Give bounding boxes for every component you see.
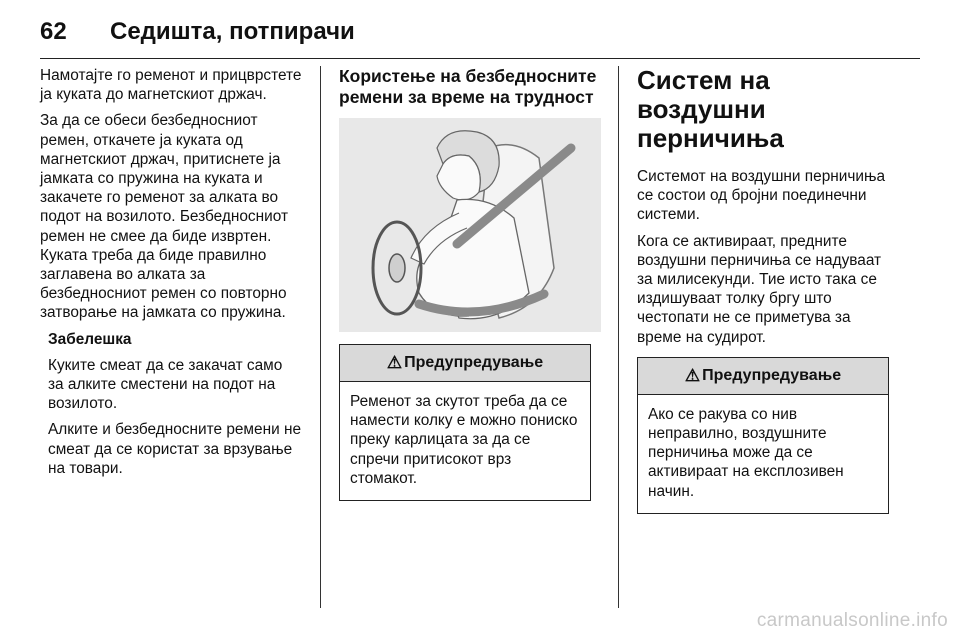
note-block: [40, 330, 302, 478]
column-divider-left: [320, 66, 321, 608]
paragraph: Намотајте го ременот и прицврстете ја куката до магнетскиот држач.: [40, 67, 302, 104]
page-header: [40, 10, 355, 54]
chapter-heading: Систем на воздушни перничиња: [637, 65, 784, 153]
pregnant-driver-seatbelt-illustration: [339, 118, 601, 332]
warning-text: Ако се ракува со нив неправилно, воздушните перничиња може да се активираат на експлозивен начин.: [648, 405, 844, 500]
warning-text: Ременот за скутот треба да се намести колку е можно пониско преку карлицата за да се спречи притисокот врз стомакот.: [350, 393, 578, 487]
header-rule: [40, 58, 920, 59]
warning-box: [637, 357, 889, 514]
page-number: 62: [40, 18, 67, 45]
note-paragraph: Куките смеат да се закачат само за алките сместени на подот на возилото.: [48, 356, 283, 413]
warning-header: [638, 358, 888, 395]
paragraph: Кога се активираат, предните воздушни перничиња се надуваат за милисекунди. Тие исто така се издишуваат толку бргу што честопати не се приметува за време на судирот.: [637, 232, 882, 346]
illustration-svg: [339, 118, 601, 332]
page-title: Седишта, потпирачи: [110, 18, 355, 45]
warning-title: Предупредување: [404, 354, 544, 372]
paragraph: За да се обеси безбедносниот ремен, откачете ја куката од магнетскиот држач, притиснете ја јамката со пружина на куката и закачете го ременот за алката во подот на возилото. Безбедносниот ремен не смее да биде извртен. Куката треба да биде правилно заглавена во алката за безбедносниот ремен со повторно затворање на јамката со пружина.: [40, 112, 288, 322]
column-right: [637, 66, 899, 514]
warning-triangle-icon: ⚠: [386, 353, 403, 373]
watermark: carmanualsonline.info: [756, 610, 948, 631]
column-divider-right: [618, 66, 619, 608]
paragraph: Системот на воздушни перничиња се состои од бројни поединечни системи.: [637, 168, 886, 224]
note-paragraph: Алките и безбедносните ремени не смеат да се користат за врзување на товари.: [48, 421, 302, 477]
note-title: Забелешка: [48, 330, 132, 348]
warning-triangle-icon: ⚠: [684, 366, 701, 386]
column-left: [40, 66, 302, 485]
warning-title: Предупредување: [702, 367, 842, 385]
column-middle: [339, 66, 601, 501]
warning-header: [340, 345, 590, 382]
warning-box: [339, 344, 591, 501]
section-heading: Користење на безбедносните ремени за време на трудност: [339, 66, 597, 107]
